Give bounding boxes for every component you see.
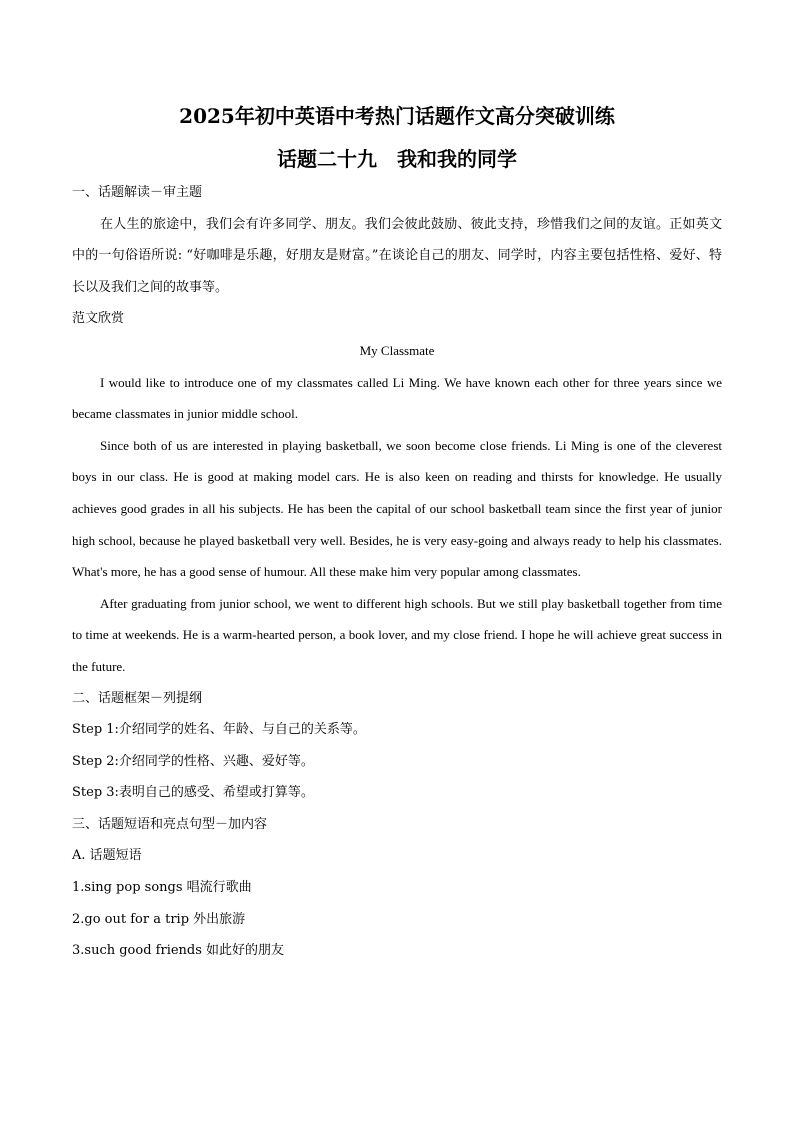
essay-title: My Classmate [359, 342, 435, 358]
outline-step-3: Step 3:表明自己的感受、希望或打算等。 [72, 785, 314, 801]
section-1-heading: 一、话题解读－审主题 [72, 185, 203, 200]
document-title: 2025年初中英语中考热门话题作文高分突破训练 [179, 104, 615, 128]
phrase-item-3: 3.such good friends 如此好的朋友 [72, 943, 285, 959]
section-2-heading: 二、话题框架－列提纲 [72, 690, 203, 706]
outline-step-2: Step 2:介绍同学的性格、兴趣、爱好等。 [72, 753, 314, 769]
section-3-heading: 三、话题短语和亮点句型－加内容 [72, 816, 268, 832]
phrases-subheading: A. 话题短语 [72, 848, 142, 864]
topic-title: 话题二十九 我和我的同学 [277, 147, 517, 171]
outline-step-1: Step 1:介绍同学的姓名、年龄、与自己的关系等。 [72, 722, 366, 738]
essay-paragraph-3: After graduating from junior school, we went to different high schools. But we still play basketball together from time to time at weekends. He is a warm-hearted person, a book lover, and my close friend. I hope he will achieve great success in the future. [72, 595, 722, 674]
essay-paragraph-2: Since both of us are interested in playing basketball, we soon become close friends. Li Ming is one of the cleverest boys in our class. He is good at making model cars. He is also keen on reading and thirsts for knowledge. He usually achieves good grades in all his subjects. He has been the capital of our school basketball team since the first year of junior high school, because he played basketball very well. Besides, he is very easy-going and always ready to help his classmates. What's more, he has a good sense of humour. All these make him very popular among classmates. [72, 437, 722, 580]
phrase-item-2: 2.go out for a trip 外出旅游 [72, 911, 246, 927]
topic-intro-paragraph: 在人生的旅途中，我们会有许多同学、朋友。我们会彼此鼓励、彼此支持，珍惜我们之间的友谊。正如英文中的一句俗语所说: “好咖啡是乐趣，好朋友是财富。”在谈论自己的朋友、同学时，内容主要包括性格、爱好、特长以及我们之间的故事等。 [72, 216, 722, 295]
essay-paragraph-1: I would like to introduce one of my classmates called Li Ming. We have known each other for three years since we became classmates in junior middle school. [72, 374, 722, 422]
sample-essay-label: 范文欣赏 [72, 311, 125, 327]
phrase-item-1: 1.sing pop songs 唱流行歌曲 [72, 880, 252, 896]
document-page [72, 100, 722, 967]
